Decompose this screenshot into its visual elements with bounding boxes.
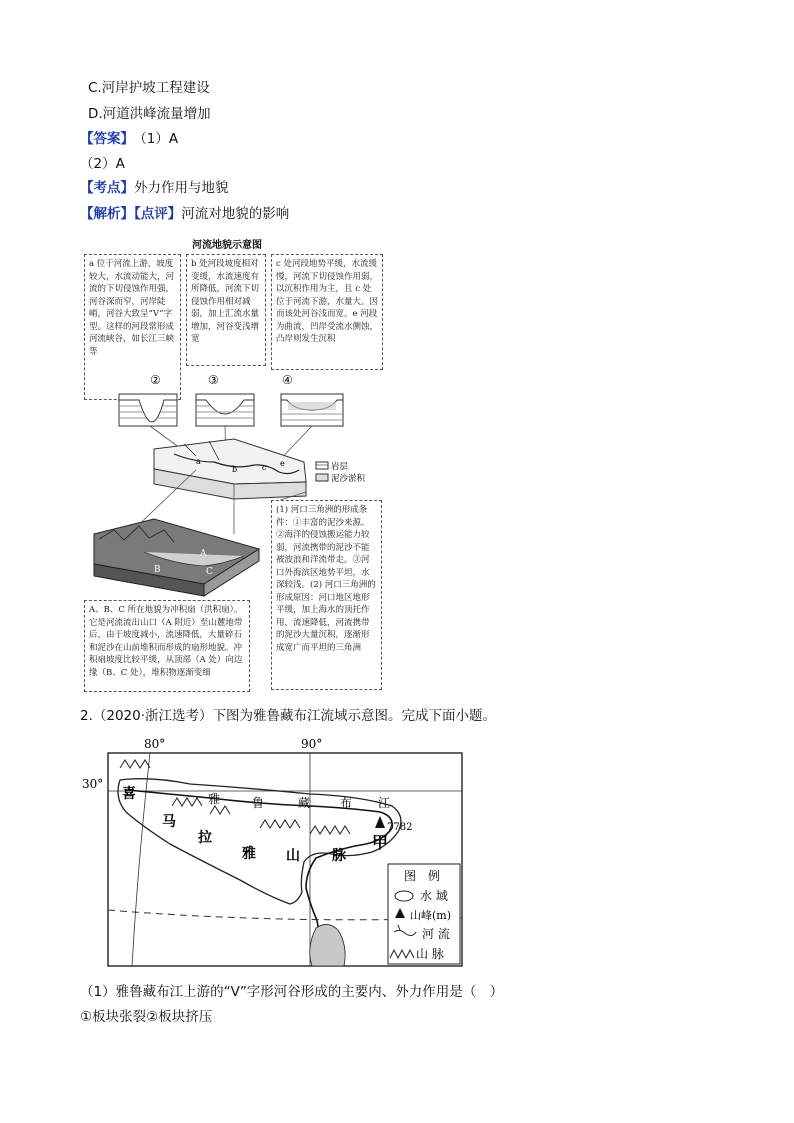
jiexi-tag: 【解析】 [80,206,134,222]
kaodian-line [80,178,229,198]
map-svg [80,732,470,970]
box-b: b 处河段坡度相对变缓，水流速度有所降低，河流下切侵蚀作用相对减弱，加上汇流水量增加，河谷变浅增宽 [186,254,266,366]
range-char-2: 拉 [198,830,212,846]
peak-name: 甲 [372,833,389,852]
cross-section-2 [119,394,177,426]
range-char-4: 山 [286,848,300,864]
jiexi-line [80,204,289,224]
river-landform-figure [84,234,394,694]
cross-section-3 [196,394,254,426]
label-B: B [154,565,161,575]
range-char-1: 马 [162,814,176,830]
figure-title: 河流地貌示意图 [192,240,262,251]
legend-title: 图 例 [404,869,441,883]
label-A: A [200,549,207,559]
legend-peak: 山峰(m) [410,909,452,922]
legend-mountain: 山 脉 [416,947,444,961]
answer-line [80,129,178,149]
question2-choices: ①板块张裂②板块挤压 [80,1009,213,1025]
range-char-3: 雅 [242,846,256,862]
legend-rock: 岩层 [331,462,349,472]
box-fan: A、B、C 所在地貌为冲积扇（洪积扇）。它是河流流出山口（A 附近）至山麓地带后，由于坡度减小，流速降低，大量碎石和泥沙在山前堆积而形成的扇形地貌。冲积扇坡度比较平缓，从顶部（A 处）向边缘（B、C 处），堆积物逐渐变细 [84,600,250,692]
cross-section-4 [281,394,343,426]
kaodian-tag: 【考点】 [80,180,134,196]
map-legend [388,864,460,964]
legend-river: 河 流 [422,927,450,941]
figure-legend [316,461,366,484]
peak-height: 7782 [387,822,413,833]
option-c: C.河岸护坡工程建设 [88,80,210,96]
kaodian-text: 外力作用与地貌 [134,180,229,196]
circle-4: ④ [282,373,293,387]
label-c: c [262,463,267,472]
answer-part2: （2）A [80,156,125,172]
label-a: a [196,457,201,466]
lon90-label: 90° [301,737,323,751]
river-char-1: 鲁 [252,796,265,810]
answer-tag: 【答案】 [80,131,134,147]
box-a: a 位于河流上游，坡度较大，水流动能大，河流的下切侵蚀作用强，河谷深而窄，河岸陡峭，河谷大致呈“V”字型。这样的河段常形成河流峡谷，如长江三峡等 [84,254,181,400]
circle-3: ③ [208,373,219,387]
range-char-0: 喜 [122,786,136,802]
legend-water-icon [395,891,413,901]
river-char-0: 雅 [208,792,221,806]
river-char-4: 江 [378,796,391,810]
circle-2: ② [150,373,161,387]
box-delta: (1) 河口三角洲的形成条件：①丰富的泥沙来源。②海洋的侵蚀搬运能力较弱，河流携带的泥沙不能被波浪和洋流带走。③河口外海滨区地势平坦，水深较浅。(2) 河口三角洲的形成原因：河口地区地形平缓，加上海水的顶托作用，流速降低，河流携带的泥沙大量沉积，逐渐形成宽广而平坦的三角洲 [271,500,382,690]
yarlung-map [80,732,470,970]
option-d: D.河道洪峰流量增加 [88,106,211,122]
label-e: e [280,459,285,468]
question2-sub1: （1）雅鲁藏布江上游的“V”字形河谷形成的主要内、外力作用是（ ） [80,984,504,1000]
legend-water: 水 域 [420,889,448,903]
question2-stem: 2.（2020·浙江选考）下图为雅鲁藏布江流域示意图。完成下面小题。 [80,708,497,724]
lat30-label: 30° [82,777,104,791]
lon80-label: 80° [144,737,166,751]
answer-part1: （1）A [140,131,179,147]
legend-silt: 泥沙淤积 [331,474,366,484]
range-char-5: 脉 [332,848,346,864]
label-C: C [206,567,213,577]
label-b: b [232,465,238,474]
box-c: c 处河段地势平缓，水流缓慢，河流下切侵蚀作用弱，以沉积作用为主，且 c 处位于河流下游，水量大。因而该处河谷浅而宽。e 河段为曲流，凹岸受流水侧蚀，凸岸则发生沉积 [271,254,383,370]
river-block-diagram [154,439,306,499]
dianping-tag: 【点评】 [134,206,182,222]
jiexi-text: 河流对地貌的影响 [181,206,290,222]
river-char-3: 布 [340,796,353,810]
river-char-2: 藏 [298,796,311,810]
